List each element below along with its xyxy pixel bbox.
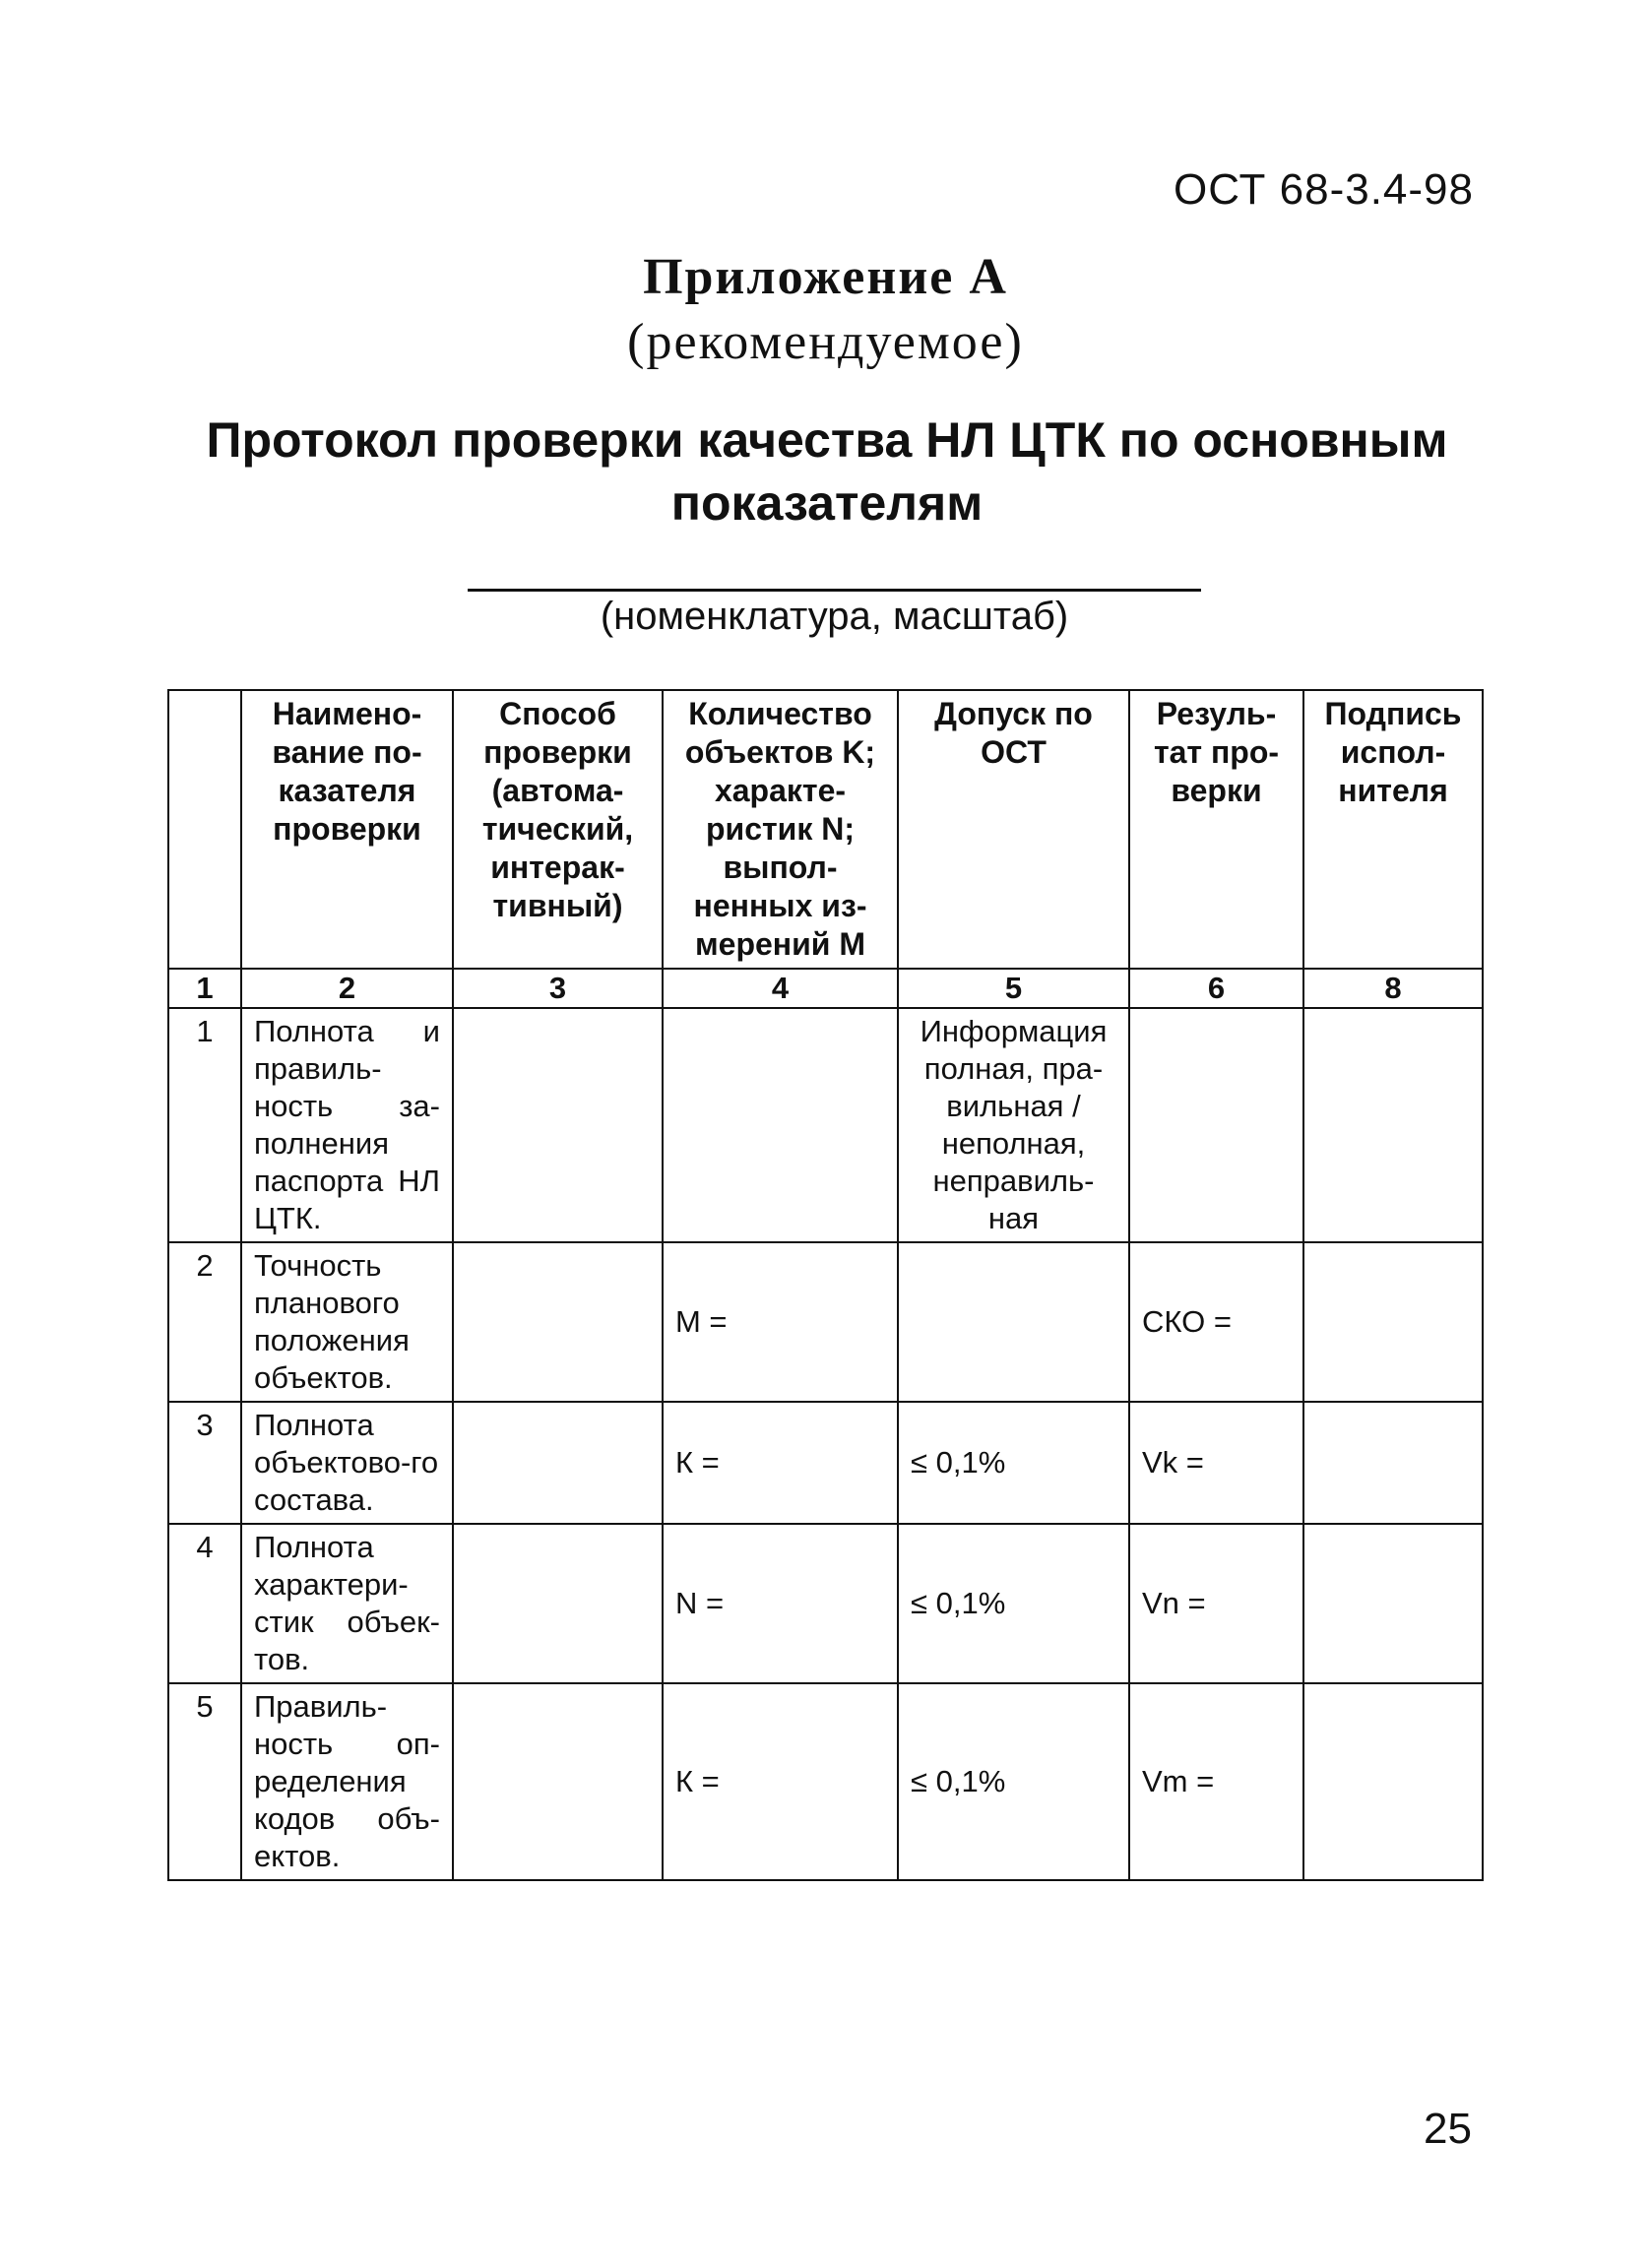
column-number: 4 bbox=[663, 969, 898, 1008]
check-result: Vn = bbox=[1129, 1524, 1303, 1683]
header-cell: Резуль-тат про-верки bbox=[1129, 690, 1303, 969]
column-number: 5 bbox=[898, 969, 1129, 1008]
document-code: ОСТ 68-3.4-98 bbox=[1174, 165, 1474, 214]
table-row bbox=[168, 1242, 1483, 1402]
check-method bbox=[453, 1402, 663, 1524]
column-number: 3 bbox=[453, 969, 663, 1008]
table-header-row bbox=[168, 690, 1483, 969]
check-result: СКО = bbox=[1129, 1242, 1303, 1402]
indicator-name: Правиль-ность оп-ределения кодов объ-ектов. bbox=[241, 1683, 453, 1880]
header-cell: Подпись испол-нителя bbox=[1303, 690, 1483, 969]
indicator-name: Полнота характери-стик объек-тов. bbox=[241, 1524, 453, 1683]
indicator-name: Полнота и правиль-ность за-полнения паспорта НЛ ЦТК. bbox=[241, 1008, 453, 1242]
signature bbox=[1303, 1402, 1483, 1524]
signature bbox=[1303, 1008, 1483, 1242]
row-number: 1 bbox=[168, 1008, 241, 1242]
row-number: 5 bbox=[168, 1683, 241, 1880]
check-result: Vm = bbox=[1129, 1683, 1303, 1880]
indicator-name: Точность планового положения объектов. bbox=[241, 1242, 453, 1402]
table-row bbox=[168, 1524, 1483, 1683]
object-count: К = bbox=[663, 1402, 898, 1524]
column-number-row bbox=[168, 969, 1483, 1008]
object-count: N = bbox=[663, 1524, 898, 1683]
check-method bbox=[453, 1524, 663, 1683]
object-count bbox=[663, 1008, 898, 1242]
table-row bbox=[168, 1402, 1483, 1524]
signature bbox=[1303, 1242, 1483, 1402]
header-cell: Способ проверки (автома-тический, интерак-тивный) bbox=[453, 690, 663, 969]
page-title-line-2: показателям bbox=[670, 475, 984, 531]
fill-in-caption: (номенклатура, масштаб) bbox=[600, 595, 1069, 638]
tolerance: Информация полная, пра-вильная / неполная, неправиль-ная bbox=[898, 1008, 1129, 1242]
fill-in-line bbox=[468, 589, 1201, 592]
column-number: 1 bbox=[168, 969, 241, 1008]
appendix-title: Приложение А bbox=[643, 249, 1008, 305]
tolerance: ≤ 0,1% bbox=[898, 1524, 1129, 1683]
column-number: 8 bbox=[1303, 969, 1483, 1008]
header-cell: Количество объектов K; характе-ристик N; выпол-ненных из-мерений M bbox=[663, 690, 898, 969]
row-number: 2 bbox=[168, 1242, 241, 1402]
tolerance: ≤ 0,1% bbox=[898, 1683, 1129, 1880]
check-result: Vk = bbox=[1129, 1402, 1303, 1524]
protocol-table bbox=[167, 689, 1484, 1881]
check-result bbox=[1129, 1008, 1303, 1242]
column-number: 6 bbox=[1129, 969, 1303, 1008]
header-cell: Наимено-вание по-казателя проверки bbox=[241, 690, 453, 969]
page-title-line-1: Протокол проверки качества НЛ ЦТК по основным bbox=[206, 412, 1448, 468]
check-method bbox=[453, 1008, 663, 1242]
row-number: 4 bbox=[168, 1524, 241, 1683]
header-cell: Допуск по ОСТ bbox=[898, 690, 1129, 969]
tolerance: ≤ 0,1% bbox=[898, 1402, 1129, 1524]
table-row bbox=[168, 1008, 1483, 1242]
object-count: М = bbox=[663, 1242, 898, 1402]
page-number: 25 bbox=[1424, 2105, 1472, 2153]
table-row bbox=[168, 1683, 1483, 1880]
signature bbox=[1303, 1524, 1483, 1683]
page-title bbox=[158, 409, 1496, 535]
tolerance bbox=[898, 1242, 1129, 1402]
appendix-subtitle: (рекомендуемое) bbox=[627, 314, 1024, 370]
row-number: 3 bbox=[168, 1402, 241, 1524]
header-cell bbox=[168, 690, 241, 969]
column-number: 2 bbox=[241, 969, 453, 1008]
check-method bbox=[453, 1683, 663, 1880]
object-count: К = bbox=[663, 1683, 898, 1880]
signature bbox=[1303, 1683, 1483, 1880]
indicator-name: Полнота объектово-го состава. bbox=[241, 1402, 453, 1524]
check-method bbox=[453, 1242, 663, 1402]
